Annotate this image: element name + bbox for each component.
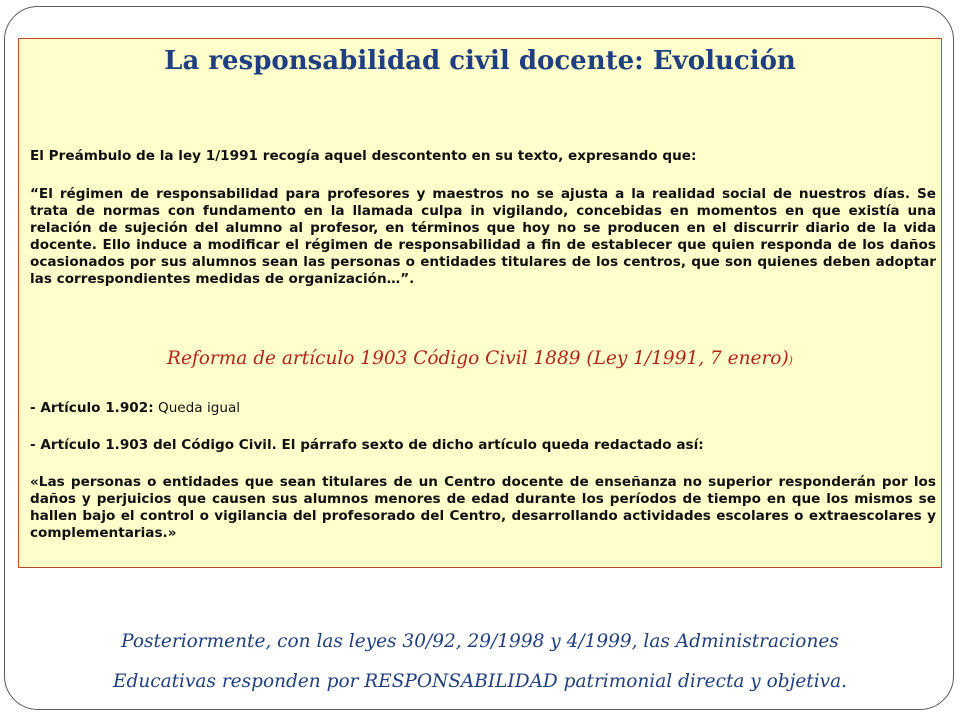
article-1902-value: Queda igual bbox=[153, 400, 241, 416]
slide-title: La responsabilidad civil docente: Evolución bbox=[164, 46, 796, 76]
footer-line-2: Educativas responden por RESPONSABILIDAD patrimonial directa y objetiva. bbox=[112, 671, 848, 692]
article-1902 bbox=[30, 400, 936, 417]
article-1903: - Artículo 1.903 del Código Civil. El párrafo sexto de dicho artículo queda redactado así: bbox=[30, 437, 704, 453]
article-1903-quote: «Las personas o entidades que sean titulares de un Centro docente de enseñanza no superior responderán por los daños y perjuicios que causen sus alumnos menores de edad durante los períodos de tiempo en que los mismos se hallen bajo el control o vigilancia del profesorado del Centro, desarrollando actividades escolares o extraescolares y complementarias.» bbox=[30, 474, 936, 541]
article-1902-label: - Artículo 1.902: bbox=[30, 400, 154, 416]
preamble-quote: “El régimen de responsabilidad para profesores y maestros no se ajusta a la realidad social de nuestros días. Se trata de normas con fundamento en la llamada culpa in vigilando, concebidas en momentos en que existía una relación de sujeción del alumno al profesor, en términos que hoy no se producen en el discurrir diario de la vida docente. Ello induce a modificar el régimen de responsabilidad a fin de establecer que quien responda de los daños ocasionados por sus alumnos sean las personas o entidades titulares de los centros, que son quienes deben adoptar las correspondientes medidas de organización…”. bbox=[30, 186, 936, 287]
reform-heading bbox=[0, 348, 960, 369]
intro-text: El Preámbulo de la ley 1/1991 recogía aquel descontento en su texto, expresando que: bbox=[30, 148, 697, 164]
reform-heading-mark: ) bbox=[788, 354, 793, 367]
reform-heading-text: Reforma de artículo 1903 Código Civil 1889 (Ley 1/1991, 7 enero) bbox=[167, 348, 789, 369]
footer-line-1: Posteriormente, con las leyes 30/92, 29/1998 y 4/1999, las Administraciones bbox=[121, 631, 839, 652]
